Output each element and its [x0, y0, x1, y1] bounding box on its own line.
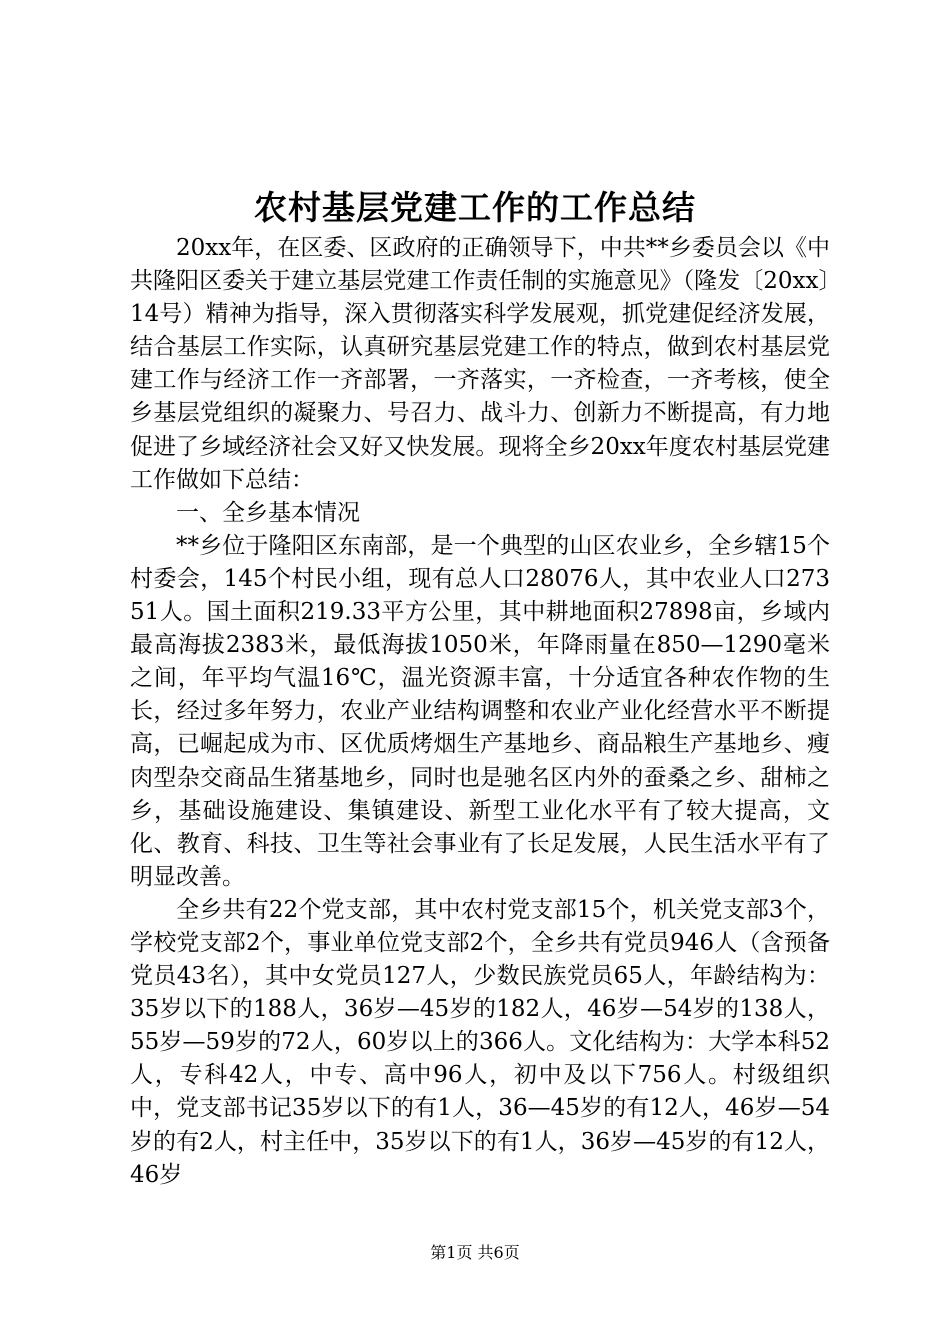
document-body	[130, 232, 830, 1192]
page-number-footer: 第1页 共6页	[430, 1243, 520, 1262]
paragraph-township-overview: **乡位于隆阳区东南部，是一个典型的山区农业乡，全乡辖15个村委会，145个村民小组，现有总人口28076人，其中农业人口27351人。国土面积219.33平方公里，其中耕地面积27898亩，乡域内最高海拔2383米，最低海拔1050米，年降雨量在850—1290毫米之间，年平均气温16℃，温光资源丰富，十分适宜各种农作物的生长，经过多年努力，农业产业结构调整和农业产业化经营水平不断提高，已崛起成为市、区优质烤烟生产基地乡、商品粮生产基地乡、瘦肉型杂交商品生猪基地乡，同时也是驰名区内外的蚕桑之乡、甜柿之乡，基础设施建设、集镇建设、新型工业化水平有了较大提高，文化、教育、科技、卫生等社会事业有了长足发展，人民生活水平有了明显改善。	[130, 532, 830, 890]
paragraph-party-branches: 全乡共有22个党支部，其中农村党支部15个，机关党支部3个，学校党支部2个，事业单位党支部2个，全乡共有党员946人（含预备党员43名），其中女党员127人，少数民族党员65人，年龄结构为：35岁以下的188人，36岁—45岁的182人，46岁—54岁的138人，55岁—59岁的72人，60岁以上的366人。文化结构为：大学本科52人，专科42人，中专、高中96人，初中及以下756人。村级组织中，党支部书记35岁以下的有1人，36—45岁的有12人，46岁—54岁的有2人，村主任中，35岁以下的有1人，36岁—45岁的有12人，46岁	[130, 896, 830, 1188]
document-title: 农村基层党建工作的工作总结	[254, 188, 696, 227]
section-heading-basic-situation: 一、全乡基本情况	[176, 499, 360, 526]
paragraph-intro: 20xx年，在区委、区政府的正确领导下，中共**乡委员会以《中共隆阳区委关于建立基层党建工作责任制的实施意见》（隆发〔20xx〕14号）精神为指导，深入贯彻落实科学发展观，抓党建促经济发展，结合基层工作实际，认真研究基层党建工作的特点，做到农村基层党建工作与经济工作一齐部署，一齐落实，一齐检查，一齐考核，使全乡基层党组织的凝聚力、号召力、战斗力、创新力不断提高，有力地促进了乡域经济社会又好又快发展。现将全乡20xx年度农村基层党建工作做如下总结：	[130, 235, 830, 493]
